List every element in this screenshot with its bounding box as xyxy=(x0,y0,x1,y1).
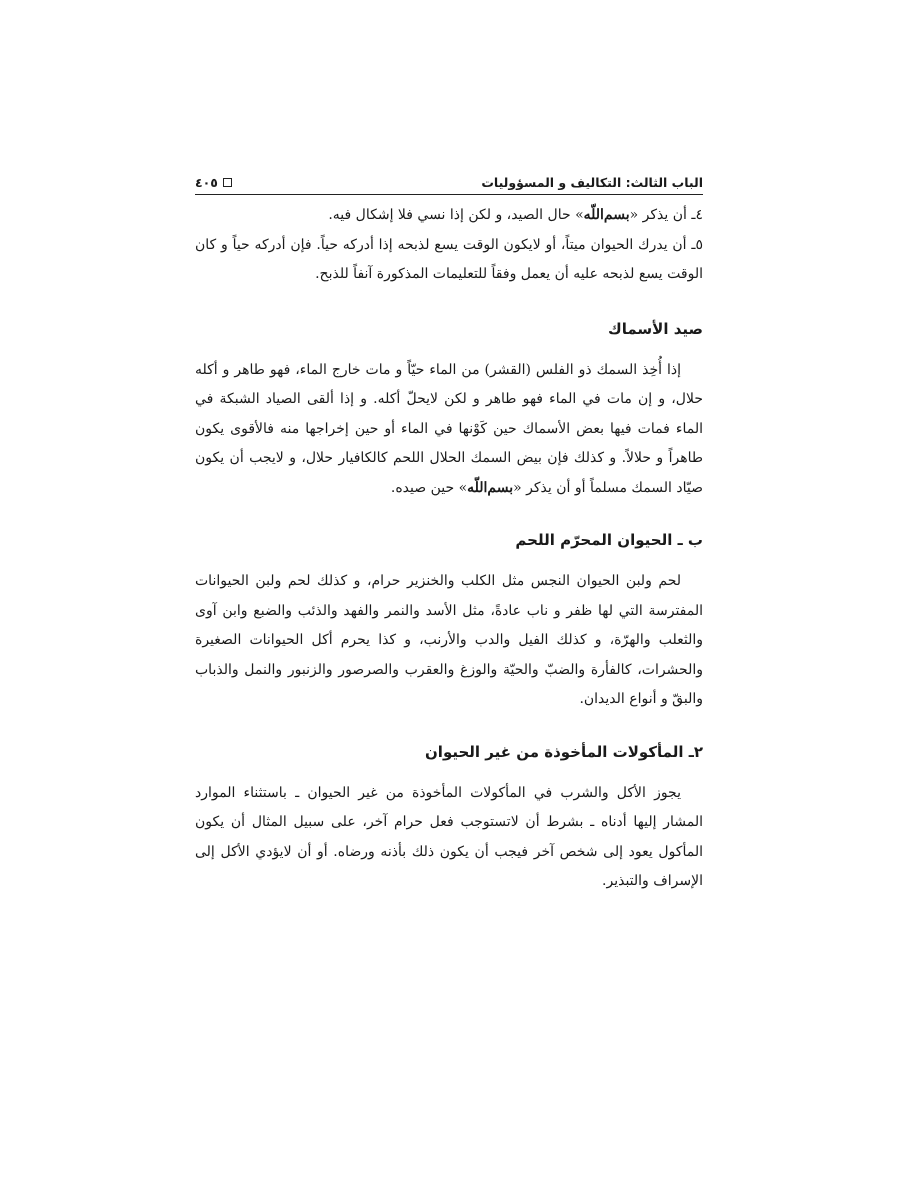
non-animal-food-heading: ٢ـ المأكولات المأخوذة من غير الحيوان xyxy=(425,742,703,761)
condition-item-4-prefix: ٤ـ أن يذكر « xyxy=(629,207,703,223)
fish-section-body xyxy=(195,356,703,504)
basmala-bold: بسم‌اللّه xyxy=(583,207,630,223)
page-number: ٤٠٥ xyxy=(195,175,218,190)
chapter-title: الباب الثالث: التكاليف و المسؤوليات xyxy=(481,175,703,190)
page-number-block xyxy=(195,175,232,190)
fish-body-main: إذا أُخِذ السمك ذو الفلس (القشر) من الماء حيّاً و مات خارج الماء، فهو طاهر و أكله حلال، و إن مات في الماء فهو طاهر و لكن لايحلّ أكله. و إذا ألقى الصياد الشبكة في الماء فمات فيها بعض الأسماك حين كَوْنها في الماء أو حين إخراجها منه فالأقوى يكون طاهراً و حلالاً. و كذلك فإن بيض السمك الحلال اللحم كالكافيار حلال، و لايجب أن يكون صيّاد السمك مسلماً أو أن يذكر « xyxy=(195,361,703,496)
fish-section-heading: صيد الأسماك xyxy=(607,319,703,338)
fish-basmala-bold: بسم‌اللّه xyxy=(467,479,514,496)
square-bullet-icon xyxy=(223,178,232,187)
book-page xyxy=(195,160,703,897)
fish-body-end: » حين صيده. xyxy=(390,479,468,496)
condition-item-5: ٥ـ أن يدرك الحيوان ميتاً، أو لايكون الوقت يسع لذبحه إذا أدركه حياً. فإن أدركه حياً و كان الوقت يسع لذبحه عليه أن يعمل وفقاً للتعليمات المذكورة آنفاً للذبح. xyxy=(195,236,703,282)
condition-item-4 xyxy=(195,201,703,231)
condition-item-4-suffix: » حال الصيد، و لكن إذا نسي فلا إشكال فيه. xyxy=(328,207,584,223)
forbidden-animal-body: لحم ولبن الحيوان النجس مثل الكلب والخنزير حرام، و كذلك لحم ولبن الحيوانات المفترسة التي لها ظفر و ناب عادةً، مثل الأسد والنمر والفهد والذئب والضبع وابن آوى والثعلب والهرّة، و كذلك الفيل والدب والأرنب، و كذا يحرم أكل الحيوانات الصغيرة والحشرات، كالفأرة والضبّ والحيّة والوزغ والعقرب والصرصور والزنبور والنمل والذباب والبقّ و أنواع الديدان. xyxy=(195,573,703,707)
running-header xyxy=(195,160,703,195)
non-animal-food-body: يجوز الأكل والشرب في المأكولات المأخوذة من غير الحيوان ـ باستثناء الموارد المشار إليها أدناه ـ بشرط أن لاتستوجب فعل حرام آخر، على سبيل المثال أن يكون المأكول يعود إلى شخص آخر فيجب أن يكون ذلك بأذنه ورضاه. أو أن لايؤدي الأكل إلى الإسراف والتبذير. xyxy=(195,784,703,889)
forbidden-animal-heading: ب ـ الحيوان المحرّم اللحم xyxy=(515,531,703,549)
